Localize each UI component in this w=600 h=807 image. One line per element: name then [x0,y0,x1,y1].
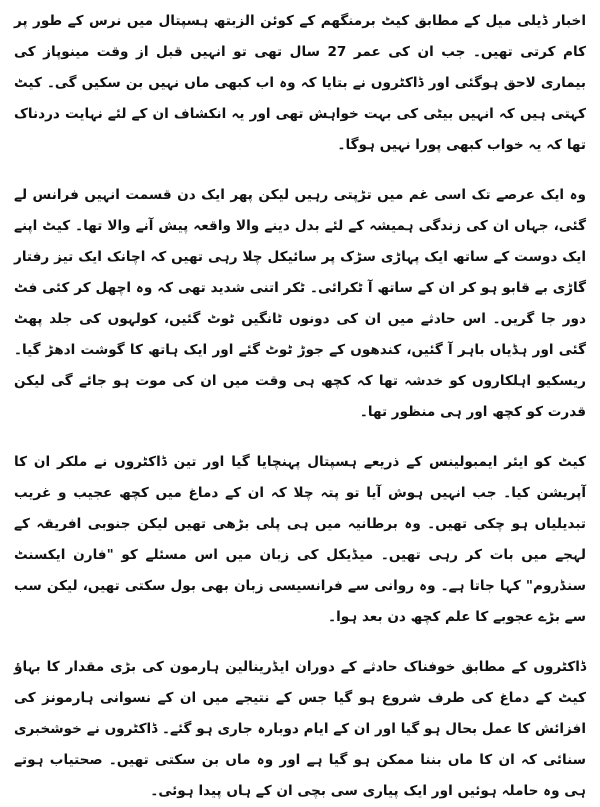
article-paragraph-2: وہ ایک عرصے تک اسی غم میں تڑپتی رہیں لیکن پھر ایک دن قسمت انہیں فرانس لے گئی، جہاں ان کی زندگی ہمیشہ کے لئے بدل دینے والا واقعہ پیش آنے والا تھا۔ کیٹ اپنے ایک دوست کے ساتھ ایک پہاڑی سڑک پر سائیکل چلا رہی تھیں کہ اچانک ایک تیز رفتار گاڑی بے قابو ہو کر ان کے ساتھ آ ٹکرائی۔ ٹکر اتنی شدید تھی کہ وہ اچھل کر کئی فٹ دور جا گریں۔ اس حادثے میں ان کی دونوں ٹانگیں ٹوٹ گئیں، کولہوں کی جلد پھٹ گئی اور ہڈیاں باہر آ گئیں، کندھوں کے جوڑ ٹوٹ گئے اور ایک ہاتھ کا گوشت ادھڑ گیا۔ ریسکیو اہلکاروں کو خدشہ تھا کہ کچھ ہی وقت میں ان کی موت ہو جائے گی لیکن قدرت کو کچھ اور ہی منظور تھا۔ [14,187,586,420]
article-body [14,6,586,807]
article-paragraph-1: اخبار ڈیلی میل کے مطابق کیٹ برمنگھم کے کوئن الزبتھ ہسپتال میں نرس کے طور پر کام کرتی تھیں۔ جب ان کی عمر 27 سال تھی تو انہیں قبل از وقت مینوپاز کی بیماری لاحق ہوگئی اور ڈاکٹروں نے بتایا کہ وہ اب کبھی ماں نہیں بن سکیں گی۔ کیٹ کہتی ہیں کہ انہیں بیٹی کی بہت خواہش تھی اور یہ انکشاف ان کے لئے نہایت دردناک تھا کہ یہ خواب کبھی پورا نہیں ہوگا۔ [14,13,587,153]
article-paragraph-3: کیٹ کو ایئر ایمبولینس کے ذریعے ہسپتال پہنچایا گیا اور تین ڈاکٹروں نے ملکر ان کا آپریشن کیا۔ جب انہیں ہوش آیا تو پتہ چلا کہ ان کے دماغ میں کچھ عجیب و غریب تبدیلیاں ہو چکی تھیں۔ وہ برطانیہ میں ہی پلی بڑھی تھیں لیکن جنوبی افریقہ کے لہجے میں بات کر رہی تھیں۔ میڈیکل کی زبان میں اس مسئلے کو "فارن ایکسنٹ سنڈروم" کہا جاتا ہے۔ وہ روانی سے فرانسیسی زبان بھی بول سکتی تھیں، لیکن سب سے بڑے عجوبے کا علم کچھ دن بعد ہوا۔ [14,454,586,625]
article-paragraph-4: ڈاکٹروں کے مطابق خوفناک حادثے کے دوران ایڈرینالین ہارمون کی بڑی مقدار کا بہاؤ کیٹ کے دماغ کی طرف شروع ہو گیا جس کے نتیجے میں ان کے نسوانی ہارمونز کی افزائش کا عمل بحال ہو گیا اور ان کے ایام دوبارہ جاری ہو گئے۔ ڈاکٹروں نے خوشخبری سنائی کہ ان کا ماں بننا ممکن ہو گیا ہے اور وہ ماں بن سکتی تھیں۔ صحتیاب ہوتے ہی وہ حاملہ ہوئیں اور ایک پیاری سی بچی ان کے ہاں پیدا ہوئی۔ [14,659,586,799]
